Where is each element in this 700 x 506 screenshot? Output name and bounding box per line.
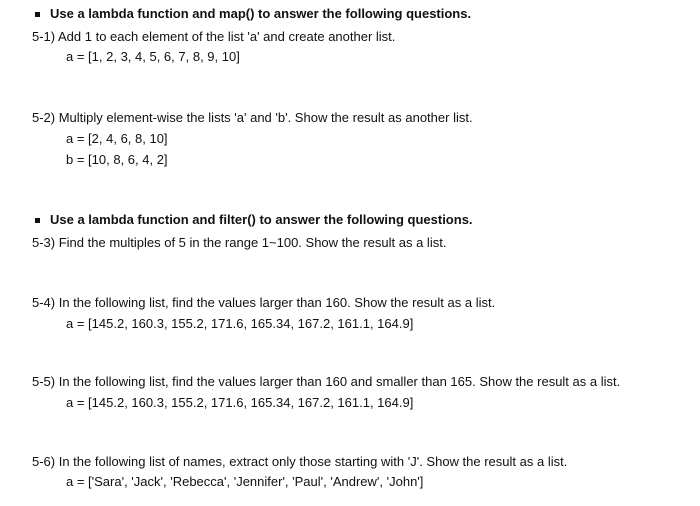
question-5-5-list-a: a = [145.2, 160.3, 155.2, 171.6, 165.34, 167.2, 161.1, 164.9] — [66, 395, 414, 410]
section1-heading: Use a lambda function and map() to answer the following questions. — [50, 6, 472, 21]
section2-heading: Use a lambda function and filter() to answer the following questions. — [50, 212, 473, 227]
question-5-4: 5-4) In the following list, find the values larger than 160. Show the result as a list. — [32, 295, 496, 310]
question-5-6-list-a: a = ['Sara', 'Jack', 'Rebecca', 'Jennifer', 'Paul', 'Andrew', 'John'] — [66, 474, 424, 489]
question-5-2: 5-2) Multiply element-wise the lists 'a' and 'b'. Show the result as another list. — [32, 110, 473, 125]
question-5-5: 5-5) In the following list, find the values larger than 160 and smaller than 165. Show the result as a list. — [32, 374, 621, 389]
question-5-1: 5-1) Add 1 to each element of the list 'a' and create another list. — [32, 29, 396, 44]
question-5-2-list-b: b = [10, 8, 6, 4, 2] — [66, 152, 168, 167]
bullet-icon — [35, 12, 40, 17]
question-5-4-list-a: a = [145.2, 160.3, 155.2, 171.6, 165.34, 167.2, 161.1, 164.9] — [66, 316, 414, 331]
question-5-3: 5-3) Find the multiples of 5 in the range 1~100. Show the result as a list. — [32, 235, 447, 250]
question-5-2-list-a: a = [2, 4, 6, 8, 10] — [66, 131, 168, 146]
question-5-1-list-a: a = [1, 2, 3, 4, 5, 6, 7, 8, 9, 10] — [66, 49, 240, 64]
question-5-6: 5-6) In the following list of names, extract only those starting with 'J'. Show the result as a list. — [32, 454, 568, 469]
bullet-icon — [35, 218, 40, 223]
